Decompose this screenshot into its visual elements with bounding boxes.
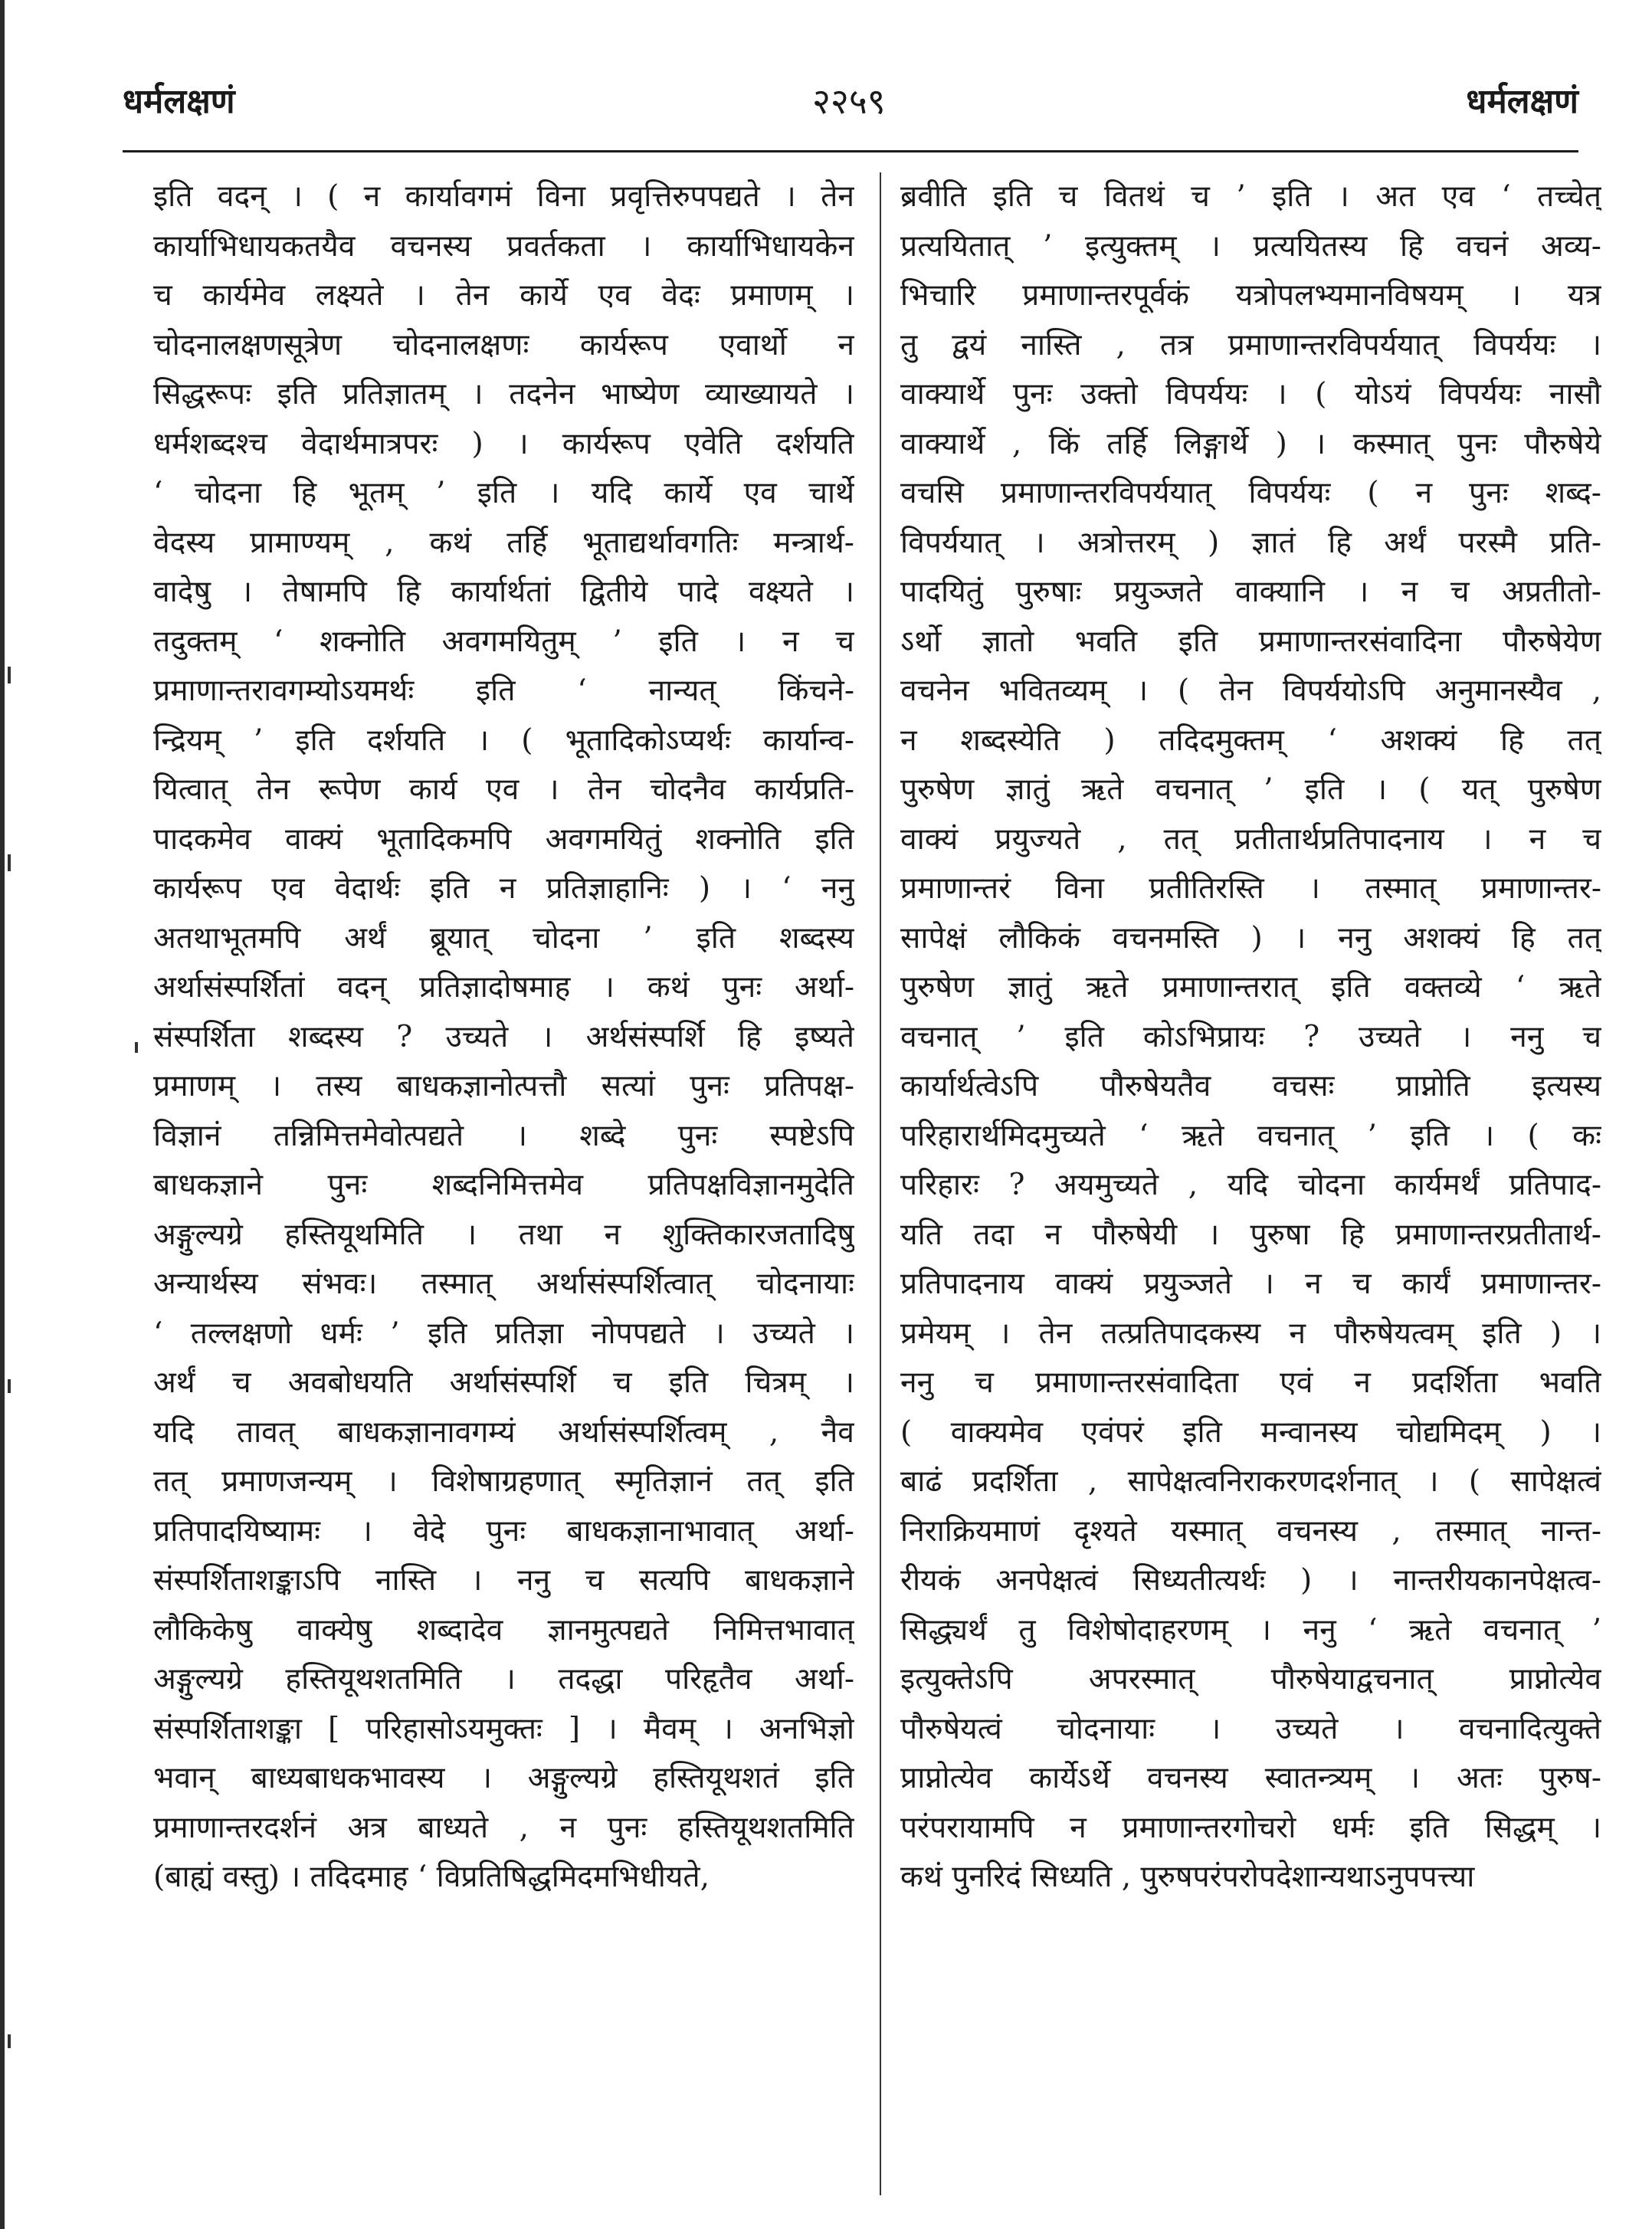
text-line: अङ्गुल्यग्रे हस्तियूथशतमिति । तदद्धा परिहृतैव अर्था- [153,1662,854,1696]
right-column [900,172,1601,2195]
text-line: प्रतिपादयिष्यामः । वेदे पुनः बाधकज्ञानाभावात् अर्था- [153,1513,854,1549]
text-line: प्रमाणान्तरावगम्योऽयमर्थः इति ‘ नान्यत् किंचने- [153,674,854,708]
text-line: ( वाक्यमेव एवंपरं इति मन्वानस्य चोद्यमिदम् ) । [900,1414,1601,1450]
text-line: सिद्ध्यर्थं तु विशेषोदाहरणम् । ननु ‘ ऋते वचनात् ’ [900,1612,1601,1647]
text-line: विज्ञानं तन्निमित्तमेवोत्पद्यते । शब्दे पुनः स्पष्टेऽपि [153,1118,854,1153]
text-line: इत्युक्तेऽपि अपरस्मात् पौरुषेयाद्वचनात् प्राप्नोत्येव [900,1662,1601,1696]
text-line: कार्यरूप एव वेदार्थः इति न प्रतिज्ञाहानिः ) । ‘ ननु [153,871,854,906]
margin-mark [8,2034,11,2048]
text-line: संस्पर्शिता शब्दस्य ? उच्यते । अर्थसंस्पर्शि हि इष्यते [153,1019,854,1054]
running-head [123,77,1578,138]
text-line: वाक्यं प्रयुज्यते , तत् प्रतीतार्थप्रतिपादनाय । न च [900,821,1601,857]
text-line: प्राप्नोत्येव कार्येऽर्थे वचनस्य स्वातन्त्र्यम् । अतः पुरुष- [900,1761,1601,1795]
text-line: ‘ चोदना हि भूतम् ’ इति । यदि कार्ये एव चार्थे [153,476,854,510]
text-line: बाधकज्ञाने पुनः शब्दनिमित्तमेव प्रतिपक्षविज्ञानमुदेति [153,1168,854,1202]
column-divider [880,172,881,2195]
text-line: भिचारि प्रमाणान्तरपूर्वकं यत्रोपलभ्यमानविषयम् । यत्र [900,278,1601,313]
text-line: पौरुषेयत्वं चोदनायाः । उच्यते । वचनादित्युक्ते [900,1711,1601,1746]
text-line: प्रतिपादनाय वाक्यं प्रयुञ्जते । न च कार्यं प्रमाणान्तर- [900,1267,1601,1301]
text-line: सिद्धरूपः इति प्रतिज्ञातम् । तदनेन भाष्येण व्याख्यायते । [153,377,854,411]
text-line: सापेक्षं लौकिकं वचनमस्ति ) । ननु अशक्यं हि तत् [900,920,1601,956]
text-line: अन्यार्थस्य संभवः। तस्मात् अर्थासंस्पर्शित्वात् चोदनायाः [153,1267,854,1301]
text-line: यित्वात् तेन रूपेण कार्य एव । तेन चोदनैव कार्यप्रति- [153,772,854,807]
text-line: वचनात् ’ इति कोऽभिप्रायः ? उच्यते । ननु च [900,1019,1601,1054]
text-line: परंपरायामपि न प्रमाणान्तरगोचरो धर्मः इति सिद्धम् । [900,1810,1601,1845]
text-line: अर्थासंस्पर्शितां वदन् प्रतिज्ञादोषमाह । कथं पुनः अर्था- [153,970,854,1005]
margin-mark [8,854,11,871]
text-line: धर्मशब्दश्च वेदार्थमात्रपरः ) । कार्यरूप एवेति दर्शयति [153,426,854,461]
left-column [153,172,854,2195]
text-line: लौकिकेषु वाक्येषु शब्दादेव ज्ञानमुत्पद्यते निमित्तभावात् [153,1612,854,1647]
text-line: वाक्यार्थे पुनः उक्तो विपर्ययः । ( योऽयं विपर्ययः नासौ [900,377,1601,411]
text-line: न्द्रियम् ’ इति दर्शयति । ( भूतादिकोऽप्यर्थः कार्यान्व- [153,723,854,758]
margin-mark [8,1379,11,1393]
text-line: प्रत्ययितात् ’ इत्युक्तम् । प्रत्ययितस्य हि वचनं अव्य- [900,228,1601,264]
text-line: पादयितुं पुरुषाः प्रयुञ्जते वाक्यानि । न च अप्रतीतो- [900,575,1601,609]
text-line: पुरुषेण ज्ञातुं ऋते प्रमाणान्तरात् इति वक्तव्ये ‘ ऋते [900,970,1601,1005]
text-line: वचसि प्रमाणान्तरविपर्ययात् विपर्ययः ( न पुनः शब्द- [900,476,1601,510]
text-line: ननु च प्रमाणान्तरसंवादिता एवं न प्रदर्शिता भवति [900,1365,1601,1400]
text-line: परिहारार्थमिदमुच्यते ‘ ऋते वचनात् ’ इति । ( कः [900,1118,1601,1153]
text-line: पादकमेव वाक्यं भूतादिकमपि अवगमयितुं शक्नोति इति [153,821,854,857]
text-line: बाढं प्रदर्शिता , सापेक्षत्वनिराकरणदर्शनात् । ( सापेक्षत्वं [900,1464,1601,1499]
text-line: प्रमेयम् । तेन तत्प्रतिपादकस्य न पौरुषेयत्वम् इति ) । [900,1316,1601,1351]
text-line: परिहारः ? अयमुच्यते , यदि चोदना कार्यमर्थं प्रतिपाद- [900,1168,1601,1202]
margin-mark [135,1042,138,1053]
scan-edge [0,0,5,2229]
header-right-title: धर्मलक्षणं [1466,82,1578,121]
text-line: ऽर्थो ज्ञातो भवति इति प्रमाणान्तरसंवादिना पौरुषेयेण [900,624,1601,659]
text-line: तु द्वयं नास्ति , तत्र प्रमाणान्तरविपर्ययात् विपर्ययः । [900,327,1601,362]
text-line: वादेषु । तेषामपि हि कार्यार्थतां द्वितीये पादे वक्ष्यते । [153,575,854,609]
text-line: अङ्गुल्यग्रे हस्तियूथमिति । तथा न शुक्तिकारजतादिषु [153,1217,854,1252]
text-line: निराक्रियमाणं दृश्यते यस्मात् वचनस्य , तस्मात् नान्त- [900,1513,1601,1549]
text-line: कार्याभिधायकतयैव वचनस्य प्रवर्तकता । कार्याभिधायकेन [153,228,854,264]
text-line: प्रमाणान्तरदर्शनं अत्र बाध्यते , न पुनः हस्तियूथशतमिति [153,1810,854,1845]
text-line: इति वदन् । ( न कार्यावगमं विना प्रवृत्तिरुपपद्यते । तेन [153,179,854,214]
header-left-title: धर्मलक्षणं [123,82,235,121]
text-line: वाक्यार्थे , किं तर्हि लिङ्गार्थे ) । कस्मात् पुनः पौरुषेये [900,426,1601,461]
text-line: यदि तावत् बाधकज्ञानावगम्यं अर्थासंस्पर्शित्वम् , नैव [153,1414,854,1450]
margin-mark [8,667,11,683]
text-line: अर्थं च अवबोधयति अर्थासंस्पर्शि च इति चित्रम् । [153,1365,854,1400]
text-line: तत् प्रमाणजन्यम् । विशेषाग्रहणात् स्मृतिज्ञानं तत् इति [153,1464,854,1499]
text-line: प्रमाणान्तरं विना प्रतीतिरस्ति । तस्मात् प्रमाणान्तर- [900,871,1601,906]
text-line: संस्पर्शिताशङ्काऽपि नास्ति । ननु च सत्यपि बाधकज्ञाने [153,1563,854,1598]
page-number: २२५९ [812,80,886,122]
text-line: वचनेन भवितव्यम् । ( तेन विपर्ययोऽपि अनुमानस्यैव , [900,674,1601,708]
text-line: संस्पर्शिताशङ्का [ परिहासोऽयमुक्तः ] । मैवम् । अनभिज्ञो [153,1711,854,1746]
text-line: अतथाभूतमपि अर्थं ब्रूयात् चोदना ’ इति शब्दस्य [153,920,854,956]
text-line: च कार्यमेव लक्ष्यते । तेन कार्ये एव वेदः प्रमाणम् । [153,278,854,313]
text-line: विपर्ययात् । अत्रोत्तरम् ) ज्ञातं हि अर्थं परस्मै प्रति- [900,525,1601,560]
text-line: चोदनालक्षणसूत्रेण चोदनालक्षणः कार्यरूप एवार्थो न [153,327,854,362]
text-line: रीयकं अनपेक्षत्वं सिध्यतीत्यर्थः ) । नान्तरीयकानपेक्षत्व- [900,1563,1601,1598]
text-line: कथं पुनरिदं सिध्यति , पुरुषपरंपरोपदेशान्यथाऽनुपपत्त्या [900,1860,1475,1894]
text-line: न शब्दस्येति ) तदिदमुक्तम् ‘ अशक्यं हि तत् [900,723,1601,758]
text-line: कार्यार्थत्वेऽपि पौरुषेयतैव वचसः प्राप्नोति इत्यस्य [900,1069,1601,1103]
text-line: पुरुषेण ज्ञातुं ऋते वचनात् ’ इति । ( यत् पुरुषेण [900,772,1601,807]
text-line: ब्रवीति इति च वितथं च ’ इति । अत एव ‘ तच्चेत् [900,179,1601,214]
text-line: प्रमाणम् । तस्य बाधकज्ञानोत्पत्तौ सत्यां पुनः प्रतिपक्ष- [153,1069,854,1103]
header-rule [123,150,1578,152]
text-line: भवान् बाध्यबाधकभावस्य । अङ्गुल्यग्रे हस्तियूथशतं इति [153,1761,854,1795]
text-line: ‘ तल्लक्षणो धर्मः ’ इति प्रतिज्ञा नोपपद्यते । उच्यते । [153,1316,854,1351]
text-line: वेदस्य प्रामाण्यम् , कथं तर्हि भूताद्यर्थावगतिः मन्त्रार्थ- [153,525,854,560]
text-line: यति तदा न पौरुषेयी । पुरुषा हि प्रमाणान्तरप्रतीतार्थ- [900,1217,1601,1252]
text-line: (बाह्यं वस्तु) । तदिदमाह ‘ विप्रतिषिद्धमिदमभिधीयते, [153,1860,710,1894]
text-line: तदुक्तम् ‘ शक्नोति अवगमयितुम् ’ इति । न च [153,624,854,659]
